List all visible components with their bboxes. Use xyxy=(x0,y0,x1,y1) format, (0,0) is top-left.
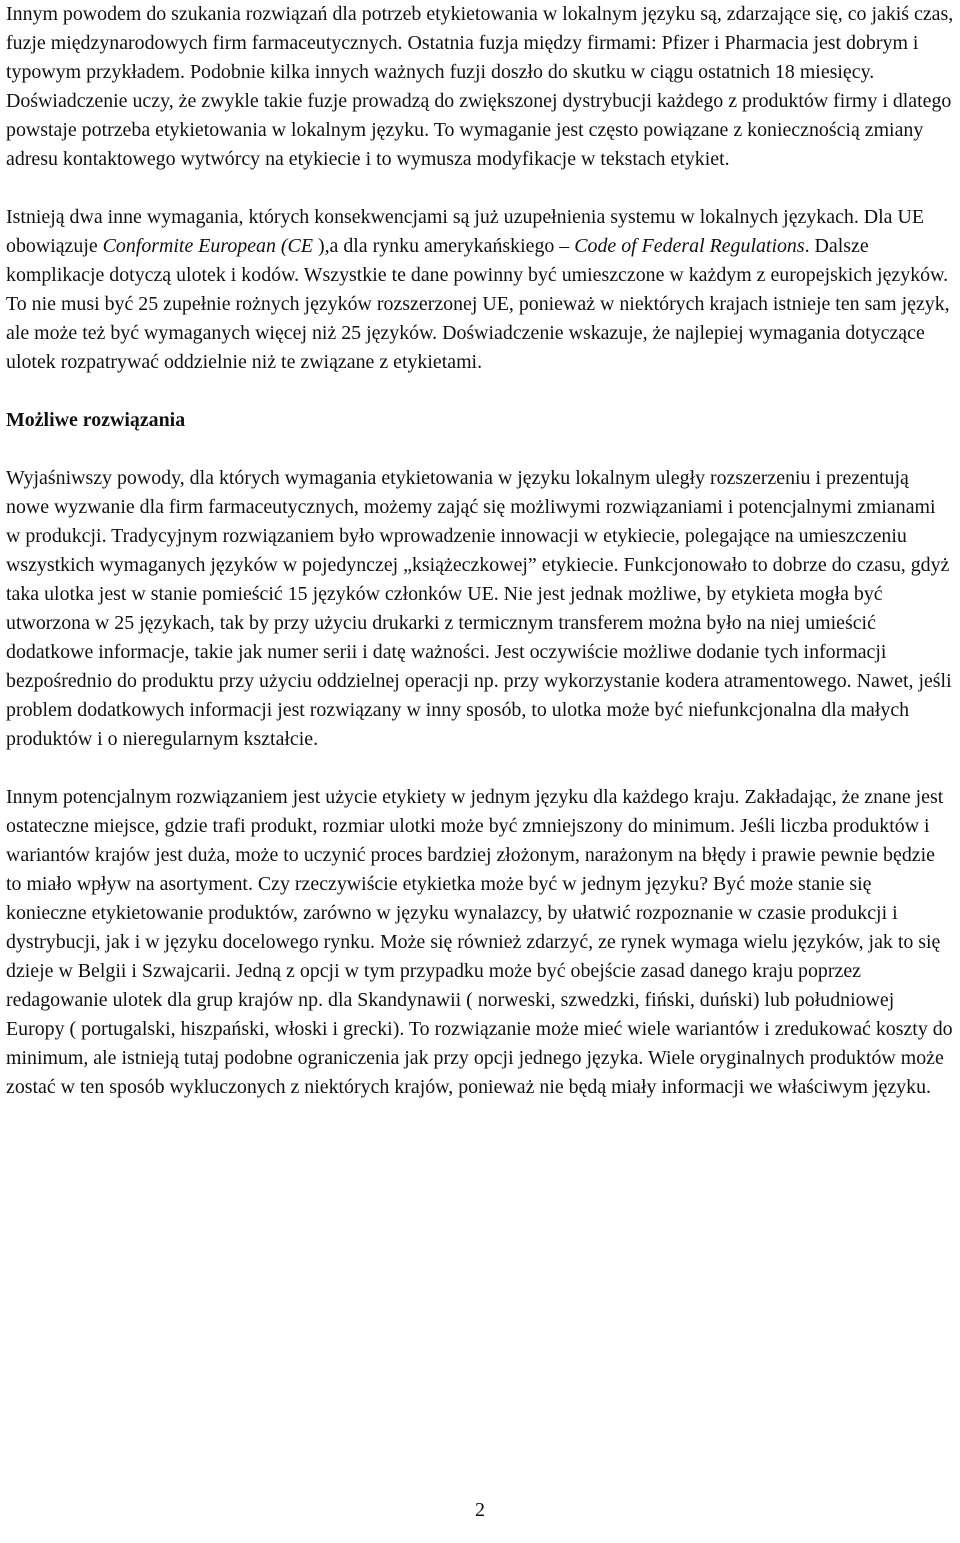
document-page xyxy=(6,0,954,1102)
section-heading: Możliwe rozwiązania xyxy=(6,409,186,431)
paragraph-requirements-part-1: Istnieją dwa inne wymagania, których konsekwencjami są już uzupełnienia systemu w lokalnych językach. Dla UE obowiązuje xyxy=(6,206,924,257)
paragraph-mergers: Innym powodem do szukania rozwiązań dla potrzeb etykietowania w lokalnym języku są, zdarzające się, co jakiś czas, fuzje międzynarodowych firm farmaceutycznych. Ostatnia fuzja między firmami: Pfizer i Pharmacia jest dobrym i typowym przykładem. Podobnie kilka innych ważnych fuzji doszło do skutku w ciągu ostatnich 18 miesięcy. Doświadczenie uczy, że zwykle takie fuzje prowadzą do zwiększonej dystrybucji każdego z produktów firmy i dlatego powstaje potrzeba etykietowania w lokalnym języku. To wymaganie jest często powiązane z koniecznością zmiany adresu kontaktowego wytwórcy na etykiecie i to wymusza modyfikacje w tekstach etykiet. xyxy=(6,3,954,170)
paragraph-traditional-solution: Wyjaśniwszy powody, dla których wymagania etykietowania w języku lokalnym uległy rozszerzeniu i prezentują nowe wyzwanie dla firm farmaceutycznych, możemy zająć się możliwymi rozwiązaniami i potencjalnymi zmianami w produkcji. Tradycyjnym rozwiązaniem było wprowadzenie innowacji w etykiecie, polegające na umieszczeniu wszystkich wymaganych języków w pojedynczej „książeczkowej” etykiecie. Funkcjonowało to dobrze do czasu, gdyż taka ulotka jest w stanie pomieścić 15 języków członków UE. Nie jest jednak możliwe, by etykieta mogła być utworzona w 25 językach, tak by przy użyciu drukarki z termicznym transferem można było na niej umieścić dodatkowe informacje, takie jak numer serii i datę ważności. Jest oczywiście możliwe dodanie tych informacji bezpośrednio do produktu przy użyciu oddzielnej operacji np. przy wykorzystanie kodera atramentowego. Nawet, jeśli problem dodatkowych informacji jest rozwiązany w inny sposób, to ulotka może być niefunkcjonalna dla małych produktów i o nieregularnym kształcie. xyxy=(6,467,952,750)
paragraph-requirements-part-3: . Dalsze komplikacje dotyczą ulotek i kodów. Wszystkie te dane powinny być umieszczone w każdym z europejskich języków. To nie musi być 25 zupełnie rożnych języków rozszerzonej UE, ponieważ w niektórych krajach istnieje ten sam język, ale może też być wymaganych więcej niż 25 języków. Doświadczenie wskazuje, że najlepiej wymagania dotyczące ulotek rozpatrywać oddzielnie niż te związane z etykietami. xyxy=(6,235,950,373)
page-number: 2 xyxy=(475,1499,485,1521)
paragraph-requirements-part-2: ),a dla rynku amerykańskiego – xyxy=(312,235,575,257)
ce-term: Conformite European (CE xyxy=(102,235,313,257)
cfr-term: Code of Federal Regulations xyxy=(574,235,805,257)
paragraph-requirements xyxy=(6,203,954,377)
paragraph-single-language: Innym potencjalnym rozwiązaniem jest użycie etykiety w jednym języku dla każdego kraju. Zakładając, że znane jest ostateczne miejsce, gdzie trafi produkt, rozmiar ulotki może być zmniejszony do minimum. Jeśli liczba produktów i wariantów krajów jest duża, może to uczynić proces bardziej złożonym, narażonym na błędy i prawie pewnie będzie to miało wpływ na asortyment. Czy rzeczywiście etykietka może być w jednym języku? Być może stanie się konieczne etykietowanie produktów, zarówno w języku wynalazcy, by ułatwić rozpoznanie w czasie produkcji i dystrybucji, jak i w języku docelowego rynku. Może się również zdarzyć, ze rynek wymaga wielu języków, jak to się dzieje w Belgii i Szwajcarii. Jedną z opcji w tym przypadku może być obejście zasad danego kraju poprzez redagowanie ulotek dla grup krajów np. dla Skandynawii ( norweski, szwedzki, fiński, duński) lub południowej Europy ( portugalski, hiszpański, włoski i grecki). To rozwiązanie może mieć wiele wariantów i zredukować koszty do minimum, ale istnieją tutaj podobne ograniczenia jak przy opcji jednego języka. Wiele oryginalnych produktów może zostać w ten sposób wykluczonych z niektórych krajów, ponieważ nie będą miały informacji we właściwym języku. xyxy=(6,786,953,1098)
